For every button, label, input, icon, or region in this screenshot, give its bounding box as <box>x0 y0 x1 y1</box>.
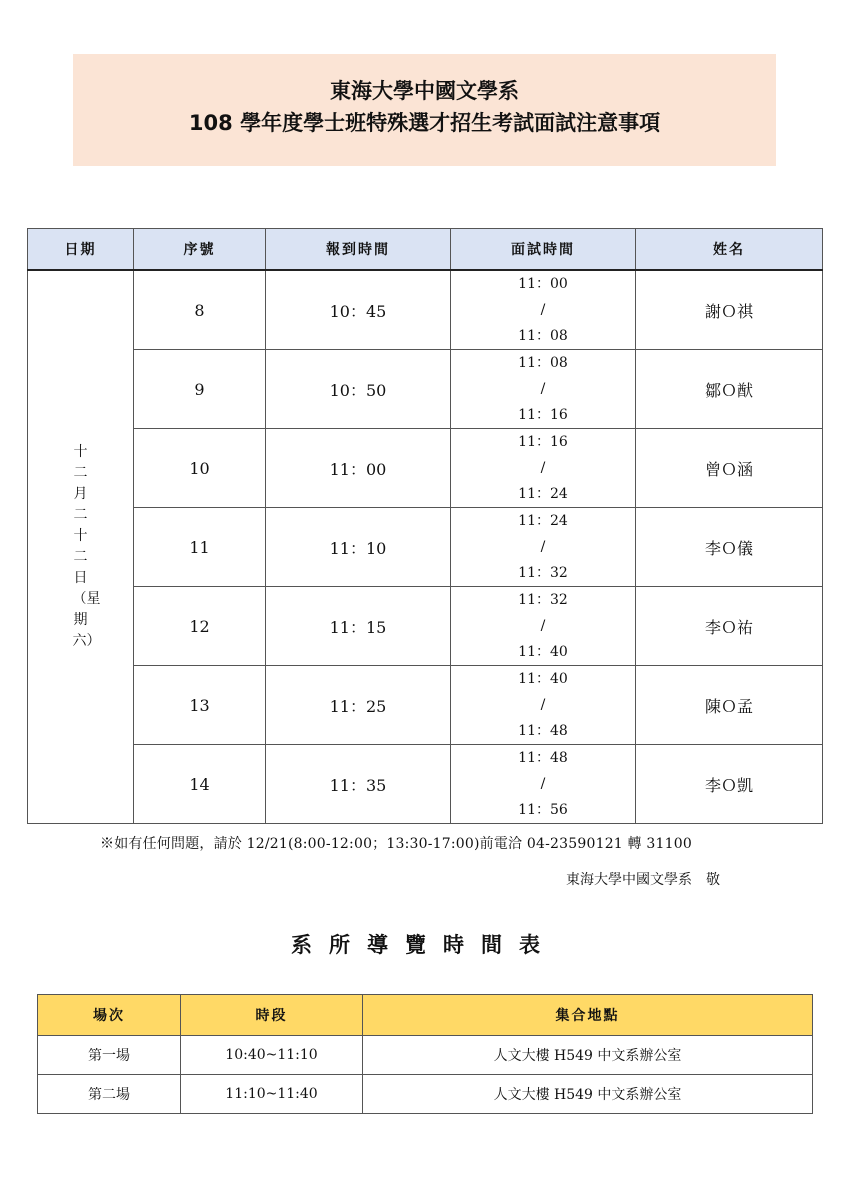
header-interview-time: 面試時間 <box>451 229 636 271</box>
interview-end: 11：40 <box>518 644 568 660</box>
checkin-time-cell: 11：15 <box>266 587 451 666</box>
interview-end: 11：32 <box>518 565 568 581</box>
interview-separator: / <box>540 776 546 792</box>
table-row <box>38 1036 813 1075</box>
header-session: 場次 <box>38 995 181 1036</box>
interview-separator: / <box>540 539 546 555</box>
name-cell: 李Ｏ儀 <box>636 508 823 587</box>
checkin-time-cell: 10：45 <box>266 270 451 350</box>
number-cell: 8 <box>134 270 266 350</box>
tour-title: 系所導覽時間表 <box>291 932 557 957</box>
table-row <box>28 508 823 587</box>
interview-start: 11：24 <box>518 513 568 529</box>
table-header-row <box>28 229 823 271</box>
name-cell: 李Ｏ凱 <box>636 745 823 824</box>
header-name: 姓名 <box>636 229 823 271</box>
checkin-time-cell: 11：10 <box>266 508 451 587</box>
interview-time-cell <box>451 666 636 745</box>
interview-end: 11：08 <box>518 328 568 344</box>
table-row <box>28 350 823 429</box>
interview-end: 11：56 <box>518 802 568 818</box>
table-header-row <box>38 995 813 1036</box>
checkin-time-cell: 10：50 <box>266 350 451 429</box>
interview-start: 11：00 <box>518 276 568 292</box>
name-cell: 曾Ｏ涵 <box>636 429 823 508</box>
interview-time-cell <box>451 429 636 508</box>
interview-time-cell <box>451 270 636 350</box>
meeting-place-cell: 人文大樓 H549 中文系辦公室 <box>363 1036 813 1075</box>
number-cell: 11 <box>134 508 266 587</box>
interview-start: 11：08 <box>518 355 568 371</box>
title-banner <box>73 54 776 166</box>
header-date: 日期 <box>28 229 134 271</box>
signature: 東海大學中國文學系 敬 <box>566 872 720 888</box>
name-cell: 謝Ｏ祺 <box>636 270 823 350</box>
meeting-place-cell: 人文大樓 H549 中文系辦公室 <box>363 1075 813 1114</box>
number-cell: 13 <box>134 666 266 745</box>
session-cell: 第一場 <box>38 1036 181 1075</box>
interview-time-cell <box>451 350 636 429</box>
number-cell: 9 <box>134 350 266 429</box>
table-row <box>28 270 823 350</box>
name-cell: 陳Ｏ孟 <box>636 666 823 745</box>
page-title-line1: 東海大學中國文學系 <box>330 79 519 103</box>
interview-start: 11：48 <box>518 750 568 766</box>
contact-note: ※如有任何問題，請於 12/21(8:00-12:00；13:30-17:00)前電洽 04-23590121 轉 31100 <box>100 836 692 852</box>
time-slot-cell: 11:10~11:40 <box>181 1075 363 1114</box>
checkin-time-cell: 11：25 <box>266 666 451 745</box>
header-time-slot: 時段 <box>181 995 363 1036</box>
date-cell <box>28 270 134 824</box>
interview-end: 11：16 <box>518 407 568 423</box>
number-cell: 10 <box>134 429 266 508</box>
checkin-time-cell: 11：35 <box>266 745 451 824</box>
date-text: 十二月二十二日（星期六） <box>72 444 101 649</box>
interview-end: 11：24 <box>518 486 568 502</box>
interview-time-cell <box>451 508 636 587</box>
table-row <box>28 745 823 824</box>
header-meeting-place: 集合地點 <box>363 995 813 1036</box>
number-cell: 12 <box>134 587 266 666</box>
interview-end: 11：48 <box>518 723 568 739</box>
table-row <box>28 587 823 666</box>
interview-time-cell <box>451 745 636 824</box>
interview-separator: / <box>540 302 546 318</box>
interview-time-cell <box>451 587 636 666</box>
interview-separator: / <box>540 697 546 713</box>
table-row <box>28 666 823 745</box>
interview-start: 11：16 <box>518 434 568 450</box>
table-row <box>38 1075 813 1114</box>
interview-schedule-table <box>27 228 823 824</box>
interview-start: 11：40 <box>518 671 568 687</box>
interview-separator: / <box>540 460 546 476</box>
interview-separator: / <box>540 381 546 397</box>
checkin-time-cell: 11：00 <box>266 429 451 508</box>
session-cell: 第二場 <box>38 1075 181 1114</box>
interview-start: 11：32 <box>518 592 568 608</box>
header-number: 序號 <box>134 229 266 271</box>
time-slot-cell: 10:40~11:10 <box>181 1036 363 1075</box>
interview-separator: / <box>540 618 546 634</box>
header-checkin-time: 報到時間 <box>266 229 451 271</box>
tour-schedule-table <box>37 994 813 1114</box>
table-row <box>28 429 823 508</box>
number-cell: 14 <box>134 745 266 824</box>
page-title-line2: 108 學年度學士班特殊選才招生考試面試注意事項 <box>188 111 661 135</box>
name-cell: 鄒Ｏ猷 <box>636 350 823 429</box>
name-cell: 李Ｏ祐 <box>636 587 823 666</box>
